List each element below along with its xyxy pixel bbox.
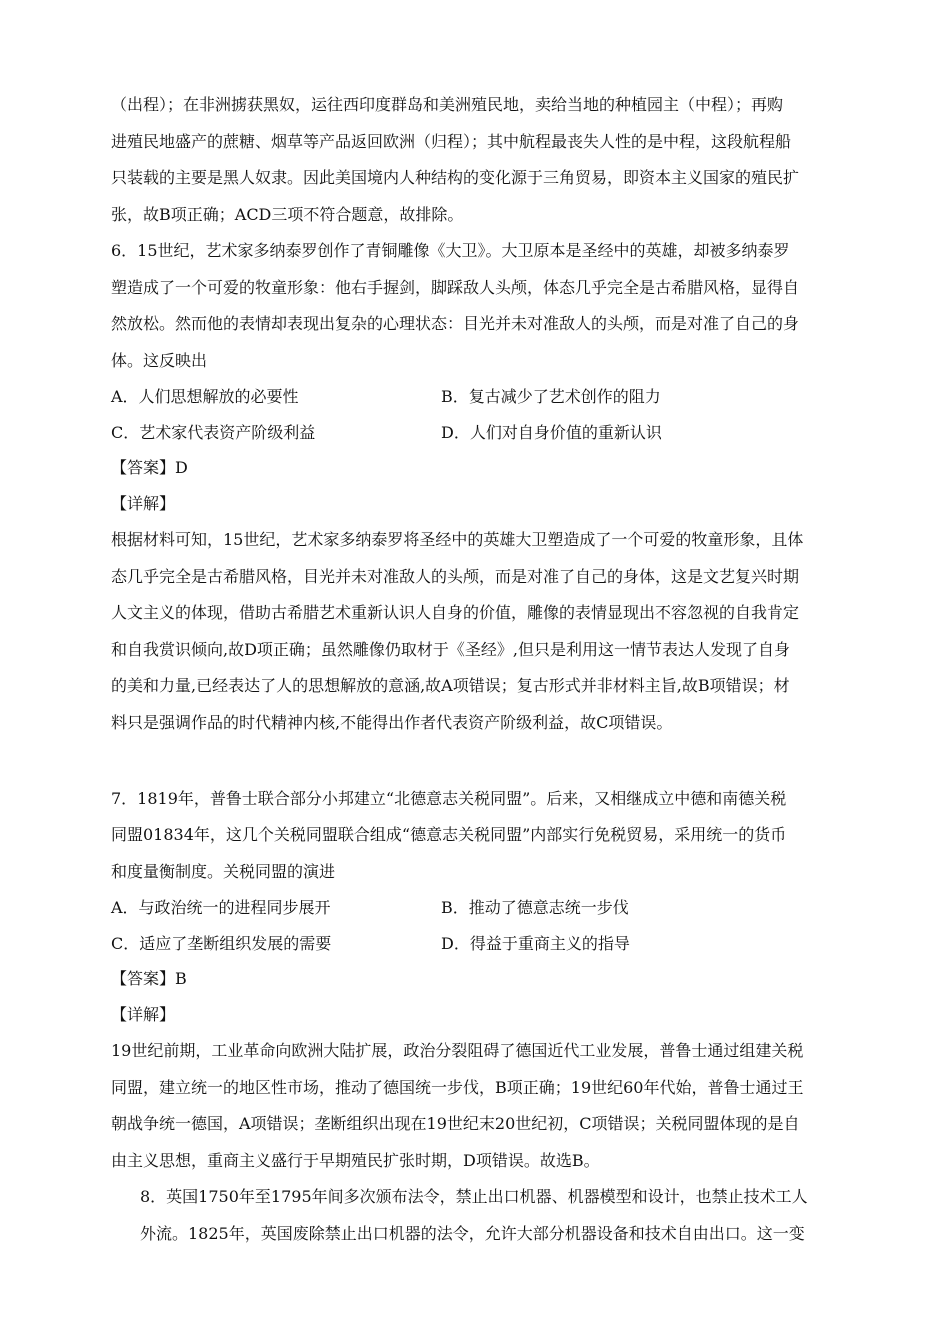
q6-option-a: A．人们思想解放的必要性 bbox=[111, 387, 299, 406]
q7-stem-line: 和度量衡制度。关税同盟的演进 bbox=[111, 862, 336, 881]
q6-detail-label: 【详解】 bbox=[111, 494, 176, 513]
q7-detail-label: 【详解】 bbox=[111, 1005, 176, 1024]
q7-detail-line: 由主义思想，重商主义盛行于早期殖民扩张时期，D项错误。故选B。 bbox=[111, 1151, 600, 1170]
q7-option-d: D．得益于重商主义的指导 bbox=[441, 934, 630, 953]
q6-option-c: C．艺术家代表资产阶级利益 bbox=[111, 423, 316, 442]
q5-explanation-line: 只装载的主要是黑人奴隶。因此美国境内人种结构的变化源于三角贸易，即资本主义国家的殖民扩 bbox=[111, 168, 800, 187]
q5-explanation-line: 张，故B项正确；ACD三项不符合题意，故排除。 bbox=[111, 205, 464, 224]
q5-explanation-line: （出程）；在非洲掳获黑奴，运往西印度群岛和美洲殖民地，卖给当地的种植园主（中程）；再购 bbox=[111, 95, 784, 114]
q5-explanation-line: 进殖民地盛产的蔗糖、烟草等产品返回欧洲（归程）；其中航程最丧失人性的是中程，这段航程船 bbox=[111, 132, 792, 151]
q6-stem-line: 塑造成了一个可爱的牧童形象：他右手握剑，脚踩敌人头颅，体态几乎完全是古希腊风格，显得自 bbox=[111, 278, 800, 297]
q8-stem-line: 8．英国1750年至1795年间多次颁布法令，禁止出口机器、机器模型和设计，也禁止技术工人 bbox=[140, 1187, 808, 1206]
q7-stem-line: 7．1819年，普鲁士联合部分小邦建立“北德意志关税同盟”。后来，又相继成立中德和南德关税 bbox=[111, 789, 787, 808]
q6-detail-line: 态几乎完全是古希腊风格，目光并未对准敌人的头颅，而是对准了自己的身体，这是文艺复兴时期 bbox=[111, 567, 800, 586]
q7-detail-line: 19世纪前期，工业革命向欧洲大陆扩展，政治分裂阻碍了德国近代工业发展，普鲁士通过组建关税 bbox=[111, 1041, 804, 1060]
q7-answer: 【答案】B bbox=[111, 969, 187, 988]
q6-stem-line: 然放松。然而他的表情却表现出复杂的心理状态：目光并未对准敌人的头颅，而是对准了自己的身 bbox=[111, 314, 800, 333]
q6-stem-line: 体。这反映出 bbox=[111, 351, 208, 370]
q6-detail-line: 的美和力量,已经表达了人的思想解放的意涵,故A项错误；复古形式并非材料主旨,故B项错误；材 bbox=[111, 676, 790, 695]
q7-detail-line: 朝战争统一德国，A项错误；垄断组织出现在19世纪末20世纪初，C项错误；关税同盟体现的是自 bbox=[111, 1114, 800, 1133]
q6-option-b: B．复古减少了艺术创作的阻力 bbox=[441, 387, 661, 406]
q7-option-b: B．推动了德意志统一步伐 bbox=[441, 898, 629, 917]
q8-stem-line: 外流。1825年，英国废除禁止出口机器的法令，允许大部分机器设备和技术自由出口。这一变 bbox=[140, 1224, 805, 1243]
q7-option-a: A．与政治统一的进程同步展开 bbox=[111, 898, 331, 917]
q6-stem-line: 6．15世纪，艺术家多纳泰罗创作了青铜雕像《大卫》。大卫原本是圣经中的英雄，却被多纳泰罗 bbox=[111, 241, 790, 260]
q6-detail-line: 人文主义的体现，借助古希腊艺术重新认识人自身的价值，雕像的表情显现出不容忽视的自我肯定 bbox=[111, 603, 800, 622]
q6-option-d: D．人们对自身价值的重新认识 bbox=[441, 423, 662, 442]
q6-detail-line: 根据材料可知，15世纪，艺术家多纳泰罗将圣经中的英雄大卫塑造成了一个可爱的牧童形象，且体 bbox=[111, 530, 804, 549]
q6-answer: 【答案】D bbox=[111, 458, 188, 477]
q7-option-c: C．适应了垄断组织发展的需要 bbox=[111, 934, 332, 953]
q7-stem-line: 同盟01834年，这几个关税同盟联合组成“德意志关税同盟”内部实行免税贸易，采用统一的货币 bbox=[111, 825, 787, 844]
q6-detail-line: 料只是强调作品的时代精神内核,不能得出作者代表资产阶级利益，故C项错误。 bbox=[111, 713, 673, 732]
q7-detail-line: 同盟，建立统一的地区性市场，推动了德国统一步伐，B项正确；19世纪60年代始，普鲁士通过王 bbox=[111, 1078, 804, 1097]
q6-detail-line: 和自我赏识倾向,故D项正确；虽然雕像仍取材于《圣经》,但只是利用这一情节表达人发现了自身 bbox=[111, 640, 791, 659]
